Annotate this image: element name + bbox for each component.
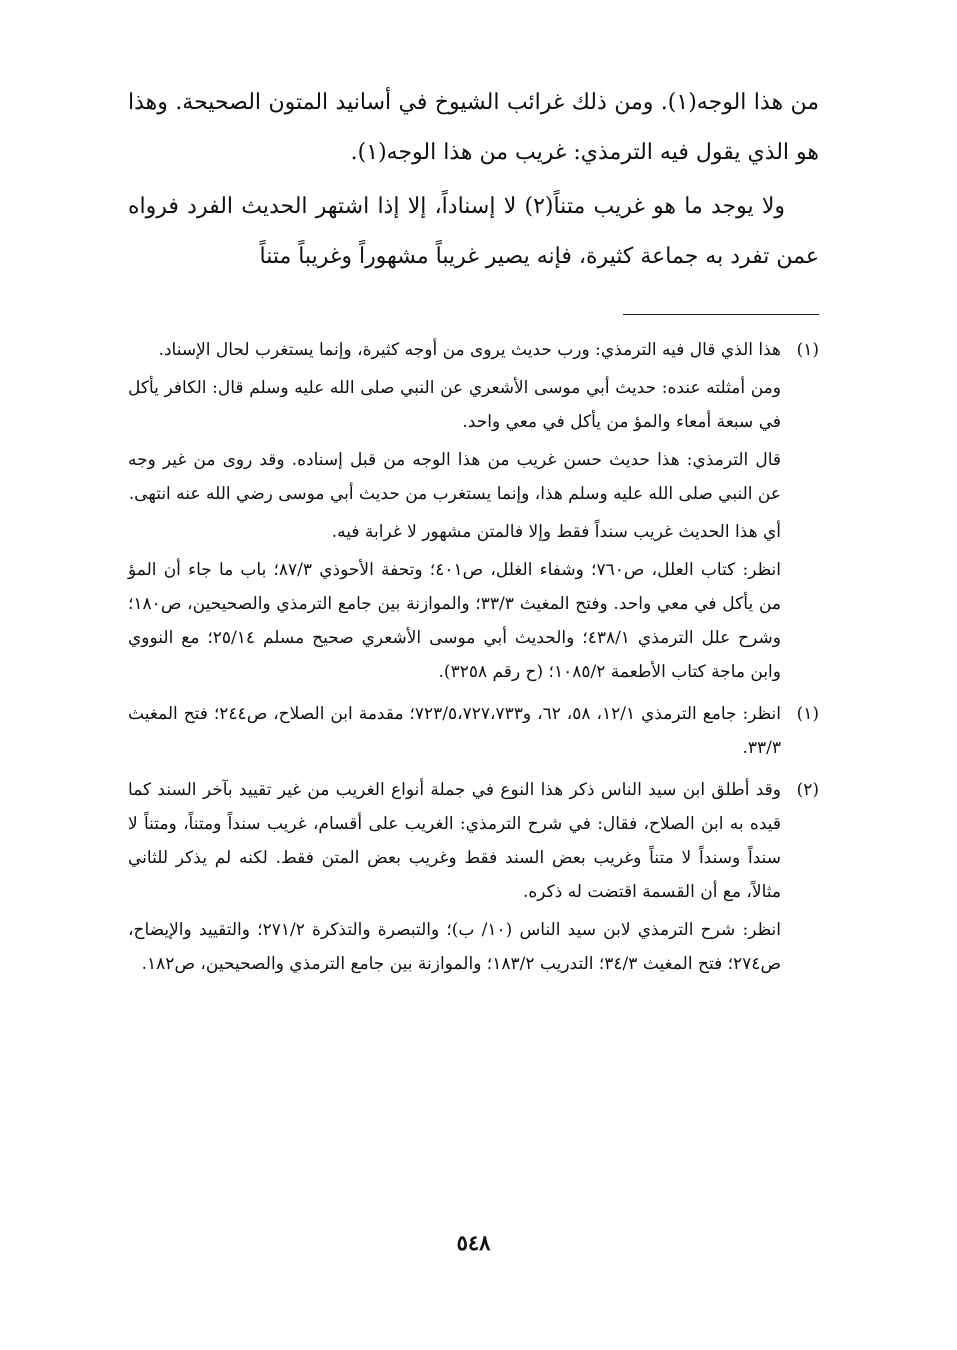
footnote-number: (١) (796, 340, 819, 360)
footnote-number: (١) (796, 704, 819, 724)
footnote-paragraph: ومن أمثلته عنده: حديث أبي موسى الأشعري عن النبي صلى الله عليه وسلم قال: الكافر يأكل في سبعة أمعاء والمؤ من يأكل في معي واحد. (128, 378, 781, 432)
footnote (128, 333, 819, 693)
footnote-paragraph: انظر: كتاب العلل، ص٧٦٠؛ وشفاء الغلل، ص٤٠١؛ وتحفة الأحوذي ٨٧/٣؛ باب ما جاء أن المؤ من يأكل في معي واحد. وفتح المغيث ٣٣/٣؛ والموازنة بين جامع الترمذي والصحيحين، ص١٨٠؛ وشرح علل الترمذي ٤٣٨/١؛ والحديث أبي موسى الأشعري صحيح مسلم ٢٥/١٤؛ مع النووي وابن ماجة كتاب الأطعمة ١٠٨٥/٢؛ (ح رقم ٣٢٥٨). (128, 560, 781, 682)
book-page (128, 78, 819, 1350)
footnote-paragraph: قال الترمذي: هذا حديث حسن غريب من هذا الوجه من قبل إسناده. وقد روى من غير وجه عن النبي صلى الله عليه وسلم هذا، وإنما يستغرب من حديث أبي موسى رضي الله عنه انتهى. (128, 450, 781, 504)
footnote-number: (٢) (796, 780, 819, 800)
footnote-paragraph: وقد أطلق ابن سيد الناس ذكر هذا النوع في جملة أنواع الغريب من غير تقييد بآخر السند كما قيده به ابن الصلاح، فقال: في شرح الترمذي: الغريب على أقسام، غريب سنداً ومتناً، ومتناً لا سنداً وسنداً لا متناً وغريب بعض السند فقط وغريب بعض المتن فقط. لكنه لم يذكر للثاني مثالاً، مع أن القسمة اقتضت له ذكره. (128, 780, 781, 902)
footnotes (128, 333, 819, 989)
footnote-paragraph: انظر: شرح الترمذي لابن سيد الناس (١٠/ ب)؛ والتبصرة والتذكرة ٢٧١/٢؛ والتقييد والإيضاح، ص٢٧٤؛ فتح المغيث ٣٤/٣؛ التدريب ١٨٣/٢؛ والموازنة بين جامع الترمذي والصحيحين، ص١٨٢. (128, 920, 781, 974)
main-paragraph-1: من هذا الوجه(١). ومن ذلك غرائب الشيوخ في أسانيد المتون الصحيحة. وهذا هو الذي يقول فيه الترمذي: غريب من هذا الوجه(١). (128, 90, 820, 165)
footnote-separator (623, 314, 819, 315)
page-number: ٥٤٨ (456, 1230, 491, 1255)
footnote-body (128, 773, 781, 985)
footnote-paragraph: هذا الذي قال فيه الترمذي: ورب حديث يروى من أوجه كثيرة، وإنما يستغرب لحال الإسناد. (158, 340, 781, 360)
main-paragraph-2: ولا يوجد ما هو غريب متناً(٢) لا إسناداً، إلا إذا اشتهر الحديث الفرد فرواه عمن تفرد به جماعة كثيرة، فإنه يصير غريباً مشهوراً وغريباً متناً (128, 194, 819, 269)
footnote-body (128, 697, 781, 769)
footnote-paragraph: أي هذا الحديث غريب سنداً فقط وإلا فالمتن مشهور لا غرابة فيه. (331, 522, 781, 542)
footnote-body (128, 333, 781, 693)
main-text (128, 78, 819, 282)
footnote (128, 773, 819, 985)
footnote-paragraph: انظر: جامع الترمذي ١٢/١، ٥٨، ٦٢، و٧٢٣/٥،٧٢٧،٧٣٣؛ مقدمة ابن الصلاح، ص٢٤٤؛ فتح المغيث ٣٣/٣. (128, 704, 782, 758)
footnote (128, 697, 819, 769)
